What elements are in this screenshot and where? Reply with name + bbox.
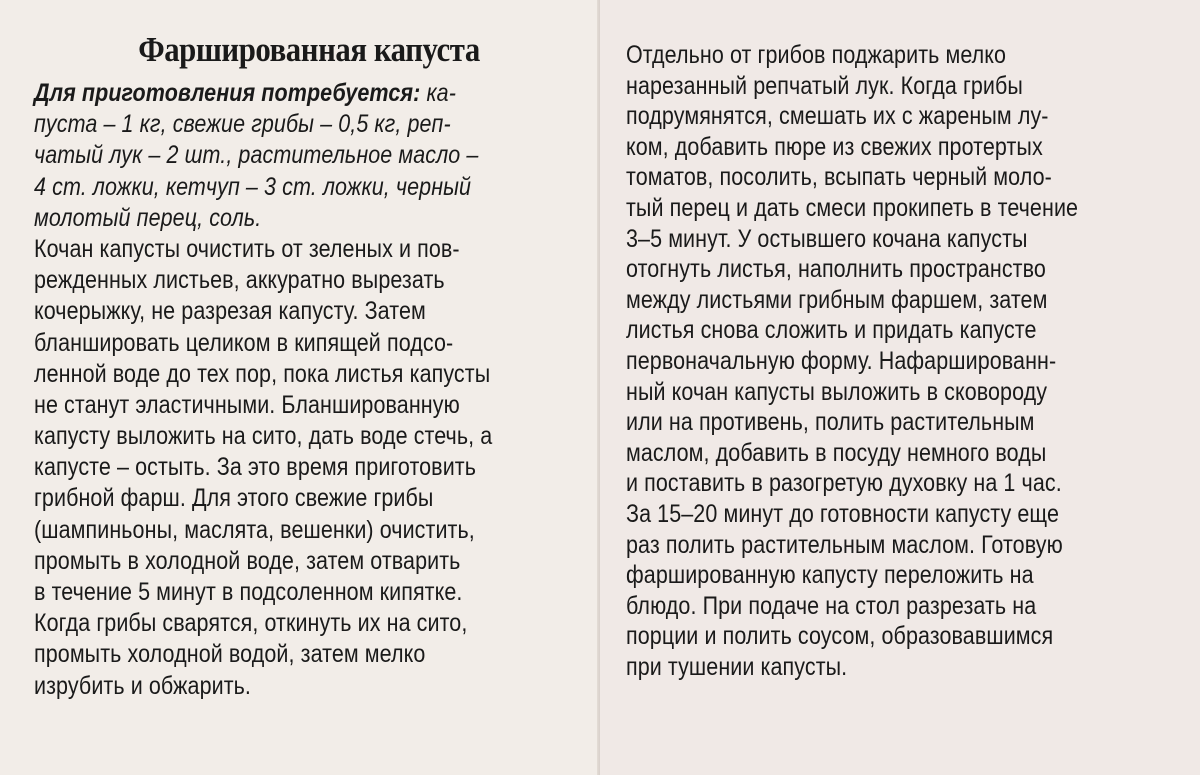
text-line: или на противень, полить растительным <box>626 408 1035 437</box>
text-line: режденных листьев, аккуратно вырезать <box>34 266 445 295</box>
text-line: тый перец и дать смеси прокипеть в течение <box>626 193 1079 222</box>
text-line: и поставить в разогретую духовку на 1 час. <box>626 469 1062 498</box>
text-line: в течение 5 минут в подсоленном кипятке. <box>34 578 463 606</box>
ingredients-line: молотый перец, соль. <box>34 203 262 232</box>
text-line: подрумянятся, смешать их с жареным лу- <box>626 102 1049 131</box>
text-line: при тушении капусты. <box>626 652 848 681</box>
text-line: изрубить и обжарить. <box>34 671 251 700</box>
text-line: не станут эластичными. Бланшированную <box>34 390 460 419</box>
ingredients-line: чатый лук – 2 шт., растительное масло – <box>34 141 479 170</box>
text-line: ком, добавить пюре из свежих протертых <box>626 132 1043 161</box>
text-line: ленной воде до тех пор, пока листья капусты <box>34 359 491 388</box>
ingredients-line: 4 ст. ложки, кетчуп – 3 ст. ложки, черный <box>34 172 472 201</box>
text-line: томатов, посолить, всыпать черный моло- <box>626 163 1052 192</box>
text-line: кочерыжку, не разрезая капусту. Затем <box>34 297 426 326</box>
text-line: порции и полить соусом, образовавшимся <box>626 622 1054 651</box>
text-line: ный кочан капусты выложить в сковороду <box>626 377 1048 406</box>
text-line: Кочан капусты очистить от зеленых и пов- <box>34 234 460 263</box>
text-line: раз полить растительным маслом. Готовую <box>626 530 1063 559</box>
text-line: За 15–20 минут до готовности капусту еще <box>626 499 1059 528</box>
ingredients-lead: Для приготовления потребуется: <box>34 79 421 107</box>
ingredients-text: ка- <box>420 79 456 107</box>
text-line: бланшировать целиком в кипящей подсо- <box>34 328 454 357</box>
right-column <box>600 0 1200 775</box>
instructions-part-2 <box>626 40 1176 682</box>
text-line: блюдо. При подаче на стол разрезать на <box>626 591 1037 620</box>
text-line: между листьями грибным фаршем, затем <box>626 285 1048 314</box>
text-line: (шампиньоны, маслята, вешенки) очистить, <box>34 515 475 544</box>
text-line: нарезанный репчатый лук. Когда грибы <box>626 71 1023 100</box>
text-line: Отдельно от грибов поджарить мелко <box>626 41 1007 69</box>
text-line: маслом, добавить в посуду немного воды <box>626 438 1047 467</box>
text-line: листья снова сложить и придать капусте <box>626 316 1037 345</box>
text-line: фаршированную капусту переложить на <box>626 561 1034 590</box>
recipe-title: Фаршированная капуста <box>138 30 480 69</box>
text-line: промыть холодной водой, затем мелко <box>34 640 426 669</box>
ingredients-block <box>34 78 584 234</box>
text-line: первоначальную форму. Нафаршированн- <box>626 346 1057 375</box>
text-line: капусте – остыть. За это время приготовить <box>34 453 477 482</box>
text-line: 3–5 минут. У остывшего кочана капусты <box>626 224 1028 253</box>
text-line: Когда грибы сварятся, откинуть их на сито, <box>34 609 468 638</box>
ingredients-line: пуста – 1 кг, свежие грибы – 0,5 кг, реп- <box>34 110 451 139</box>
ingredients-line <box>34 78 507 109</box>
text-line: капусту выложить на сито, дать воде стечь, а <box>34 422 493 451</box>
text-line: промыть в холодной воде, затем отварить <box>34 546 461 575</box>
text-line: грибной фарш. Для этого свежие грибы <box>34 484 434 513</box>
text-line: отогнуть листья, наполнить пространство <box>626 255 1046 284</box>
instructions-part-1 <box>34 234 584 702</box>
